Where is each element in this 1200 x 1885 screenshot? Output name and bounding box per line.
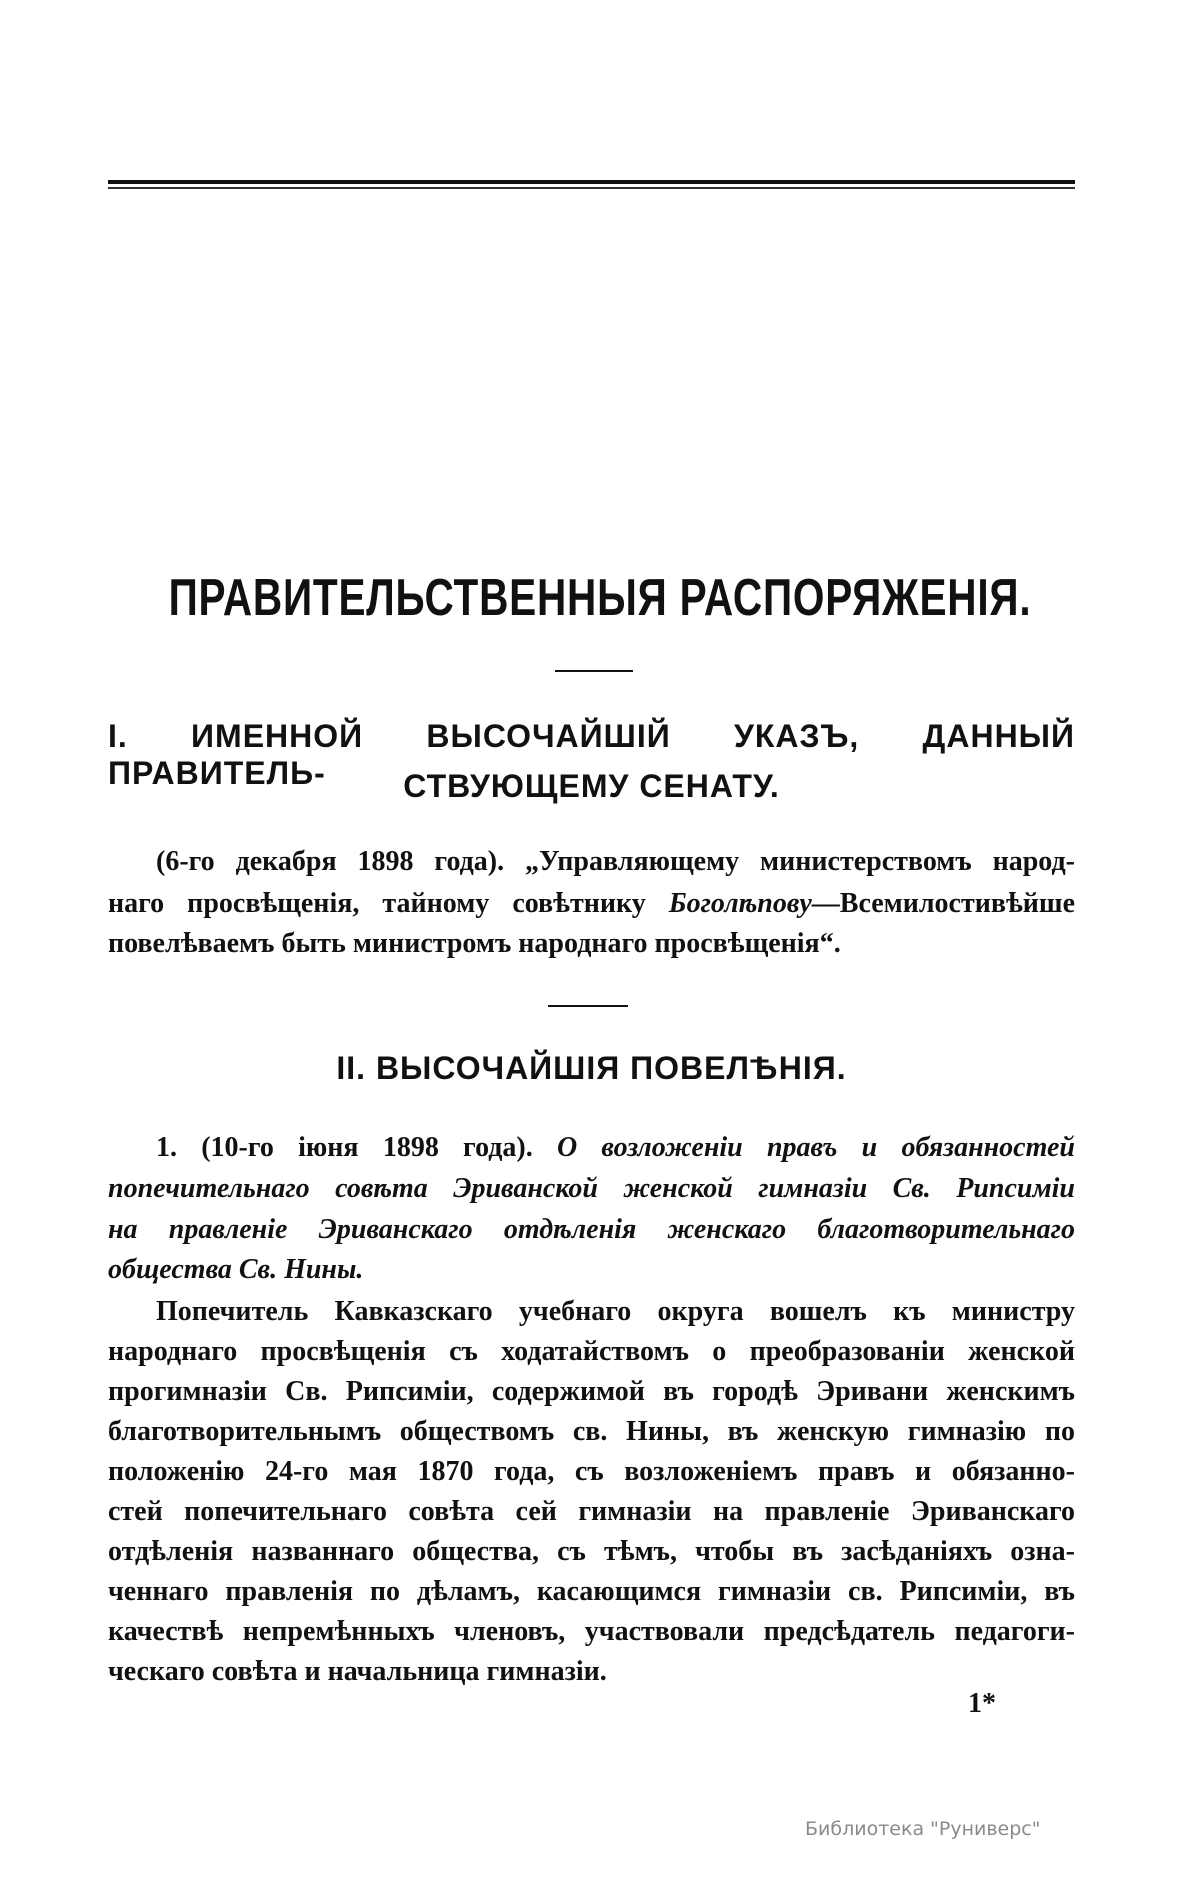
- section1-line: [108, 888, 1075, 920]
- body-line: отдѣленія названнаго общества, съ тѣмъ, чтобы въ засѣданіяхъ озна-: [108, 1536, 1075, 1567]
- item-date: 1. (10-го іюня 1898 года).: [156, 1132, 557, 1163]
- section2-heading: II. ВЫСОЧАЙШІЯ ПОВЕЛѢНІЯ.: [336, 1050, 847, 1086]
- body-line: качествѣ непремѣнныхъ членовъ, участвовали предсѣдатель педагоги-: [108, 1616, 1075, 1647]
- section1-heading-line2: СТВУЮЩЕМУ СЕНАТУ.: [403, 768, 780, 804]
- name-italic: Боголѣпову: [668, 888, 812, 919]
- divider: [555, 670, 633, 672]
- body-line: ченнаго правленія по дѣламъ, касающимся гимназіи св. Рипсиміи, въ: [108, 1576, 1075, 1607]
- item-title: О возложеніи правъ и обязанностей: [556, 1132, 1076, 1163]
- text: наго просвѣщенія, тайному совѣтнику: [108, 888, 669, 919]
- top-rule-thin: [108, 187, 1075, 189]
- section1-line: [156, 846, 1075, 878]
- watermark: Библиотека "Руниверс": [805, 1818, 1041, 1840]
- body-line: благотворительнымъ обществомъ св. Нины, въ женскую гимназію по: [108, 1416, 1075, 1447]
- text: повелѣваемъ быть министромъ народнаго просвѣщенія“.: [108, 928, 841, 959]
- text: (6-го декабря 1898 года). „Управляющему министерствомъ народ-: [156, 846, 1075, 877]
- page-number: 1*: [968, 1688, 996, 1719]
- divider: [548, 1005, 628, 1007]
- item-line: попечительнаго совѣта Эриванской женской гимназіи Св. Рипсиміи: [108, 1173, 1075, 1204]
- item-line: [156, 1132, 1075, 1164]
- body-line: стей попечительнаго совѣта сей гимназіи на правленіе Эриванскаго: [108, 1496, 1075, 1527]
- item-line: на правленіе Эриванскаго отдѣленія женскаго благотворительнаго: [108, 1214, 1075, 1245]
- section1-heading-line1: I. ИМЕННОЙ ВЫСОЧАЙШІЙ УКАЗЪ, ДАННЫЙ ПРАВИТЕЛЬ-: [108, 718, 1075, 791]
- page-title: ПРАВИТЕЛЬСТВЕННЫЯ РАСПОРЯЖЕНІЯ.: [168, 569, 1032, 627]
- body-line: ческаго совѣта и начальница гимназіи.: [108, 1656, 607, 1687]
- body-line: Попечитель Кавказскаго учебнаго округа вошелъ къ министру: [156, 1296, 1075, 1327]
- text: —Всемилостивѣйше: [811, 888, 1075, 919]
- item-line: общества Св. Нины.: [108, 1254, 364, 1285]
- body-line: прогимназіи Св. Рипсиміи, содержимой въ городѣ Эривани женскимъ: [108, 1376, 1075, 1407]
- top-rule: [108, 180, 1075, 184]
- section1-line: [108, 928, 1075, 960]
- body-line: народнаго просвѣщенія съ ходатайствомъ о преобразованіи женской: [108, 1336, 1075, 1367]
- body-line: положенію 24-го мая 1870 года, съ возложеніемъ правъ и обязанно-: [108, 1456, 1075, 1487]
